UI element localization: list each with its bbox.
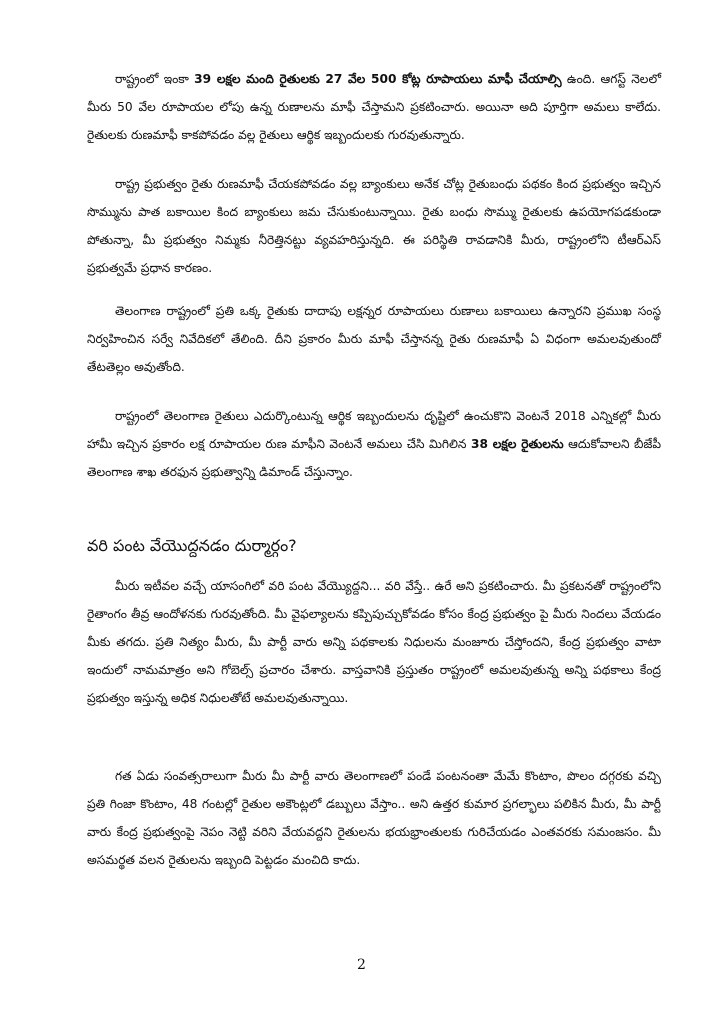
paragraph-paddy-statement xyxy=(87,572,661,712)
page-number: 2 xyxy=(357,957,366,973)
text-run: గత ఏడు సంవత్సరాలుగా మీరు మీ పార్టీ వారు తెలంగాణలో పండే పంటనంతా మేమే కొంటాం, పొలం దగ్గరకు వచ్చి ప్రతి గింజా కొంటాం, 48 గంటల్లో రైతుల అకౌంట్లలో డబ్బులు వేస్తాం.. అని ఉత్తర కుమార ప్రగల్భాలు పలికిన మీరు, మీ పార్టీ వారు కేంద్ర ప్రభుత్వంపై నెపం నెట్టి వరిని వేయవద్దని రైతులను భయభ్రాంతులకు గురిచేయడం ఎంతవరకు సమంజసం. మీ అసమర్థత వలన రైతులను ఇబ్బంది పెట్టడం మంచిది కాదు. xyxy=(87,769,661,867)
text-run: మీరు ఇటీవల వచ్చే యాసంగిలో వరి పంట వేయ్యొద్దని... వరి వేస్తే.. ఉరే అని ప్రకటించారు. మీ ప్రకటనతో రాష్ట్రంలోని రైతాంగం తీవ్ర ఆందోళనకు గురవుతోంది. మీ వైఫల్యాలను కప్పిపుచ్చుకోవడం కోసం కేంద్ర ప్రభుత్వం పై మీరు నిందలు వేయడం మీకు తగదు. ప్రతి నిత్యం మీరు, మీ పార్టీ వారు అన్ని పథకాలకు నిధులను మంజూరు చేస్తోందని, కేంద్ర ప్రభుత్వం వాటా ఇందులో నామమాత్రం అని గోబెల్స్ ప్రచారం చేశారు. వాస్తవానికి ప్రస్తుతం రాష్ట్రంలో అమలవుతున్న అన్ని పథకాలు కేంద్ర ప్రభుత్వం ఇస్తున్న అధిక నిధులతోటే అమలవుతున్నాయి. xyxy=(87,579,661,705)
paragraph-demand xyxy=(87,402,661,486)
text-run: రాష్ట్రంలో ఇంకా xyxy=(115,72,195,86)
text-run: రాష్ట్రంలో తెలంగాణ రైతులు ఎదుర్కొంటున్న ఆర్థిక ఇబ్బందులను దృష్టిలో ఉంచుకొని వెంటనే 2018 ఎన్నికల్లో మీరు హామీ ఇచ్చిన ప్రకారం లక్ష రూపాయల రుణ మాఫీని వెంటనే అమలు చేసి మిగిలిన xyxy=(87,409,661,451)
text-run: ఆదుకోవాలని బీజేపీ తెలంగాణ శాఖ తరఫున ప్రభుత్వాన్ని డిమాండ్ చేస్తున్నాం. xyxy=(87,437,661,479)
section-heading: వరి పంట వేయొద్దనడం దుర్మార్గం? xyxy=(87,536,297,555)
text-run: తెలంగాణ రాష్ట్రంలో ప్రతి ఒక్క రైతుకు దాదాపు లక్షన్నర రూపాయలు రుణాలు బకాయిలు ఉన్నారని ప్రముఖ సంస్థ నిర్వహించిన సర్వే నివేదికలో తేలింది. దీని ప్రకారం మీరు మాఫీ చేస్తానన్న రైతు రుణమాఫీ ఏ విధంగా అమలవుతుందో తేటతెల్లం అవుతోంది. xyxy=(87,304,661,374)
text-run: రాష్ట్ర ప్రభుత్వం రైతు రుణమాఫీ చేయకపోవడం వల్ల బ్యాంకులు అనేక చోట్ల రైతుబంధు పథకం కింద ప్రభుత్వం ఇచ్చిన సొమ్మును పాత బకాయిల కింద బ్యాంకులు జమ చేసుకుంటున్నాయి. రైతు బంధు సొమ్ము రైతులకు ఉపయోగపడకుండా పోతున్నా, మీ ప్రభుత్వం నిమ్మకు నీరెత్తినట్టు వ్యవహరిస్తున్నది. ఈ పరిస్థితి రావడానికి మీరు, రాష్ట్రంలోని టీఆర్ఎస్ ప్రభుత్వమే ప్రధాన కారణం. xyxy=(87,177,661,275)
paragraph-survey-report xyxy=(87,297,661,381)
text-run: ఉంది. ఆగస్ట్ నెలలో మీరు 50 వేల రూపాయల లోపు ఉన్న రుణాలను మాఫీ చేస్తామని ప్రకటించారు. అయినా అది పూర్తిగా అమలు కాలేదు. రైతులకు రుణమాఫీ కాకపోవడం వల్ల రైతులు ఆర్థిక ఇబ్బందులకు గురవుతున్నారు. xyxy=(87,72,661,142)
paragraph-procurement-promise xyxy=(87,762,661,874)
paragraph-loan-waiver-pending xyxy=(87,65,661,149)
paragraph-bank-adjustments xyxy=(87,170,661,282)
text-run-bold: 38 లక్షల రైతులను xyxy=(470,437,564,451)
text-run-bold: 39 లక్షల మంది రైతులకు 27 వేల 500 కోట్ల రూపాయలు మాఫీ చేయాల్సి xyxy=(194,72,562,86)
